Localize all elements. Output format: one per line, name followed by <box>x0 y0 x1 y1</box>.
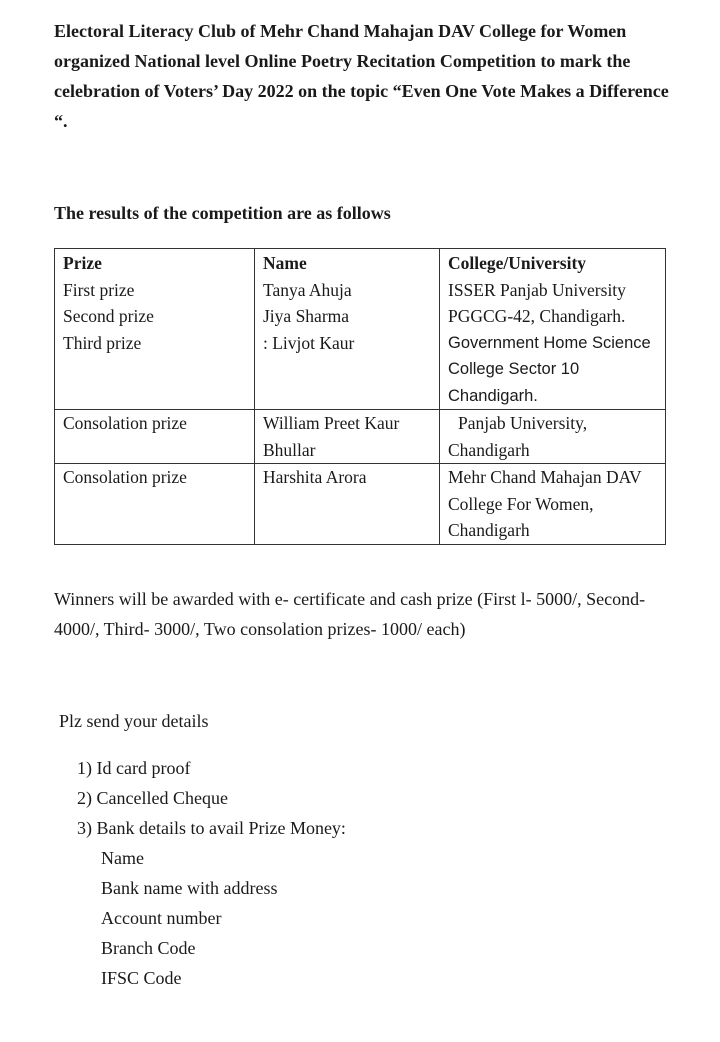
bank-detail-item: Account number <box>101 908 222 928</box>
requirement-item: 2) Cancelled Cheque <box>77 788 228 808</box>
header-prize: Prize <box>55 249 255 277</box>
send-details-text: Plz send your details <box>59 711 209 731</box>
prize-cell: Third prize <box>55 330 255 410</box>
prize-cell: Second prize <box>55 303 255 330</box>
winners-award-text: Winners will be awarded with e- certificate and cash prize (First l- 5000/, Second- 4000/, Third- 3000/, Two consolation prizes- 1000/ each) <box>54 589 646 639</box>
bank-detail-item: Branch Code <box>101 938 196 958</box>
requirement-item: 1) Id card proof <box>77 758 191 778</box>
college-cell: Mehr Chand Mahajan DAV College For Women, Chandigarh <box>440 464 666 545</box>
college-cell: Government Home Science College Sector 10 Chandigarh. <box>440 330 666 410</box>
prize-cell: Consolation prize <box>55 464 255 545</box>
college-cell: PGGCG-42, Chandigarh. <box>440 303 666 330</box>
name-cell: Tanya Ahuja <box>255 277 440 304</box>
table-row <box>55 330 666 410</box>
header-name: Name <box>255 249 440 277</box>
bank-detail-item: Bank name with address <box>101 878 278 898</box>
table-row <box>55 464 666 545</box>
requirement-item: 3) Bank details to avail Prize Money: <box>77 818 346 838</box>
table-row <box>55 277 666 304</box>
college-cell: ISSER Panjab University <box>440 277 666 304</box>
header-college: College/University <box>440 249 666 277</box>
notice-heading: Electoral Literacy Club of Mehr Chand Mahajan DAV College for Women organized National level Online Poetry Recitation Competition to mark the celebration of Voters’ Day 2022 on the topic “Even One Vote Makes a Difference “. <box>54 21 669 131</box>
bank-detail-item: IFSC Code <box>101 968 182 988</box>
table-header-row <box>55 249 666 277</box>
prize-cell: Consolation prize <box>55 410 255 464</box>
name-cell: : Livjot Kaur <box>255 330 440 410</box>
name-cell: William Preet Kaur Bhullar <box>255 410 440 464</box>
name-cell: Jiya Sharma <box>255 303 440 330</box>
prize-cell: First prize <box>55 277 255 304</box>
table-row <box>55 303 666 330</box>
results-table <box>54 248 666 545</box>
college-cell: Panjab University, Chandigarh <box>440 410 666 464</box>
table-row <box>55 410 666 464</box>
name-cell: Harshita Arora <box>255 464 440 545</box>
bank-detail-item: Name <box>101 848 144 868</box>
results-heading: The results of the competition are as follows <box>54 203 391 223</box>
